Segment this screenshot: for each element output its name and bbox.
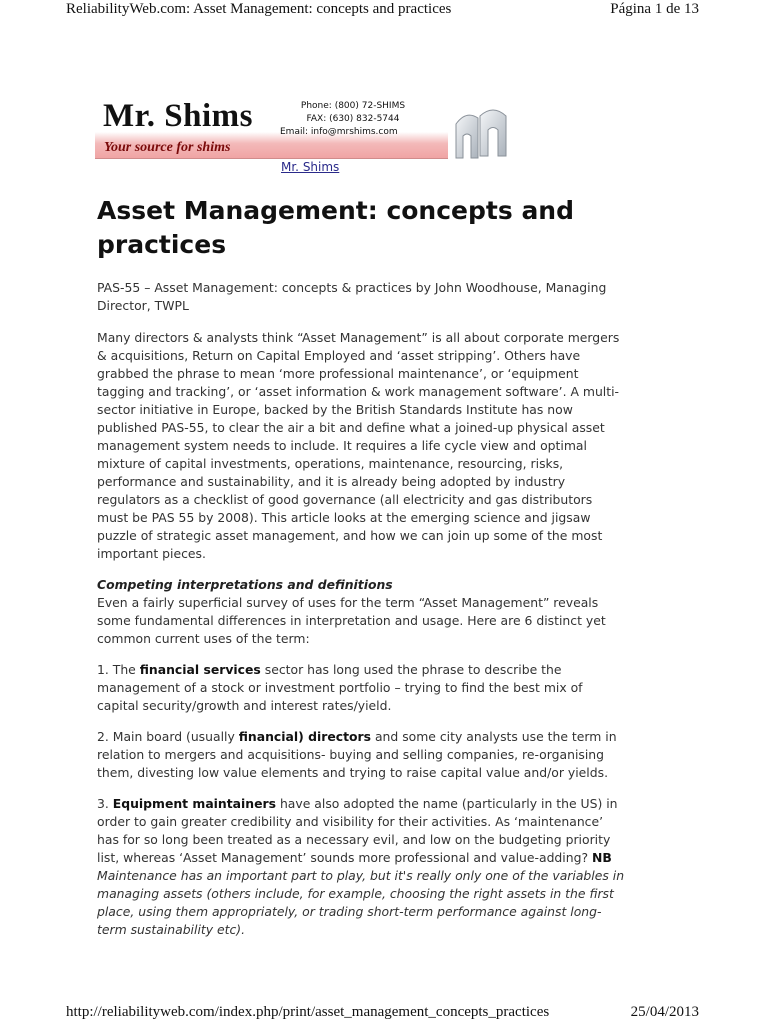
ad-fax: FAX: (630) 832-5744: [306, 114, 400, 124]
print-footer: [0, 1004, 768, 1024]
list-item: [97, 661, 627, 715]
item-text: have also adopted the name (particularly in the US) in order to gain greater credibility and visibility for their activities. As ‘maintenance’ has for so long been treated as a necessary evil, and low on the budgeting priority list, whereas ‘Asset Management’ sounds more professional and value-adding?: [97, 796, 618, 865]
ad-phone: Phone: (800) 72-SHIMS: [300, 101, 406, 111]
print-header-page-info: Página 1 de 13: [610, 1, 699, 17]
shims-product-icon: [452, 106, 510, 160]
section-intro: Even a fairly superficial survey of uses for the term “Asset Management” reveals some fundamental differences in interpretation and usage. Here are 6 distinct yet common current uses of the term:: [97, 595, 606, 646]
item-number: 1. The: [97, 662, 140, 677]
print-footer-url: http://reliabilityweb.com/index.php/print/asset_management_concepts_practices: [66, 1004, 550, 1020]
list-item: [97, 795, 627, 939]
article-title: Asset Management: concepts and practices: [97, 196, 575, 259]
article-byline: PAS-55 – Asset Management: concepts & practices by John Woodhouse, Managing Director, TWPL: [97, 280, 607, 313]
print-header: [0, 0, 768, 22]
item-bold-term: Equipment maintainers: [112, 796, 276, 811]
section-heading: Competing interpretations and definitions: [97, 577, 393, 592]
print-footer-date: 25/04/2013: [630, 1004, 699, 1020]
print-header-title: ReliabilityWeb.com: Asset Management: concepts and practices: [66, 1, 452, 17]
list-item: [97, 728, 627, 782]
ad-contact: [278, 100, 428, 139]
item-text: and some city analysts use the term in relation to mergers and acquisitions- buying and selling companies, re-organising them, divesting low value elements and trying to raise capital value and/or yields.: [97, 729, 617, 780]
ad-tagline: Your source for shims: [104, 140, 231, 155]
item-number: 2. Main board (usually: [97, 729, 239, 744]
item-bold-term: financial) directors: [238, 729, 372, 744]
item-nb-label: NB: [591, 850, 612, 865]
item-note: Maintenance has an important part to play, but it's really only one of the variables in managing assets (others include, for example, choosing the right assets in the first place, using them appropriately, or trading short-term performance against long-term sustainability etc).: [97, 868, 625, 937]
article: [97, 194, 627, 939]
ad-email: Email: info@mrshims.com: [280, 127, 398, 137]
item-bold-term: financial services: [139, 662, 261, 677]
item-text: sector has long used the phrase to describe the management of a stock or investment portfolio – trying to find the best mix of capital security/growth and interest rates/yield.: [97, 662, 583, 713]
item-number: 3.: [97, 796, 113, 811]
mr-shims-link[interactable]: Mr. Shims: [281, 160, 340, 174]
article-intro: Many directors & analysts think “Asset Management” is all about corporate mergers & acquisitions, Return on Capital Employed and ‘asset stripping’. Others have grabbed the phrase to mean ‘more professional maintenance’, or ‘equipment tagging and tracking’, or ‘asset information & work management software’. A multi-sector initiative in Europe, backed by the British Standards Institute has now published PAS-55, to clear the air a bit and define what a joined-up physical asset management system needs to include. It requires a life cycle view and optimal mixture of capital investments, operations, maintenance, resourcing, risks, performance and sustainability, and it is already being adopted by industry regulators as a checklist of good governance (all electricity and gas distributors must be PAS 55 by 2008). This article looks at the emerging science and jigsaw puzzle of strategic asset management, and how we can join up some of the most important pieces.: [97, 330, 620, 561]
ad-brand: Mr. Shims: [103, 98, 253, 134]
mr-shims-ad-banner[interactable]: [95, 100, 448, 159]
